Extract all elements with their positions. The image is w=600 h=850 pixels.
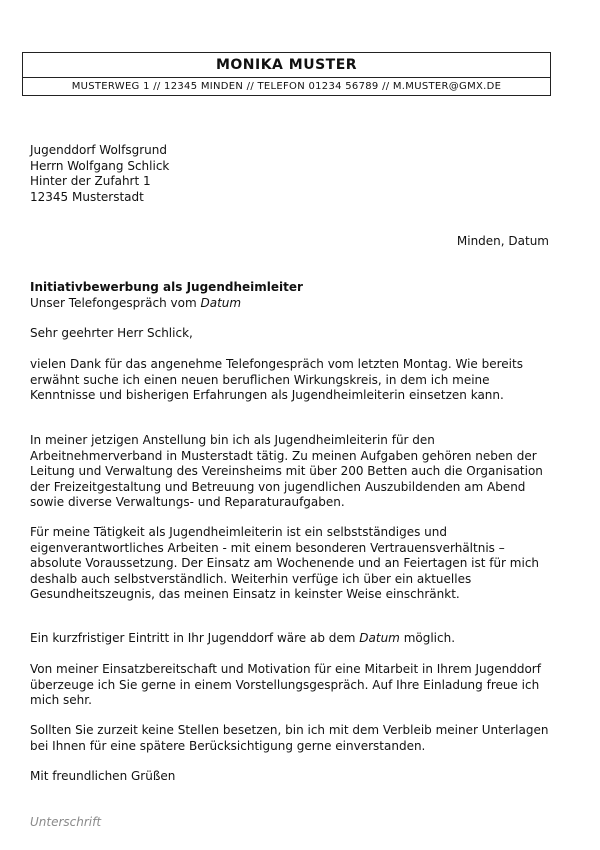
recipient-line: 12345 Musterstadt bbox=[30, 189, 144, 204]
sender-name: MONIKA MUSTER bbox=[23, 53, 550, 78]
body-paragraph-1: vielen Dank für das angenehme Telefongespräch vom letzten Montag. Wie bereits erwähnt suche ich einen neuen beruflichen Wirkungskreis, in dem ich meine Kenntnisse und bisherigen Erfahrungen als Jugendheimleiterin einsetzen kann. bbox=[30, 357, 523, 402]
start-text: Ein kurzfristiger Eintritt in Ihr Jugenddorf wäre ab dem bbox=[30, 631, 360, 645]
body-paragraph-4 bbox=[30, 631, 550, 647]
letterhead bbox=[22, 52, 551, 96]
body-paragraph-2: In meiner jetzigen Anstellung bin ich als Jugendheimleiterin für den Arbeitnehmerverband in Musterstadt tätig. Zu meinen Aufgaben gehören neben der Leitung und Verwaltung des Vereinsheims mit über 200 Betten auch die Organisation der Freizeitgestaltung und Betreuung von jugendlichen Auszubildenden am Abend sowie diverse Verwaltungs- und Reparaturaufgaben. bbox=[30, 433, 543, 509]
closing: Mit freundlichen Grüßen bbox=[30, 769, 176, 783]
start-text-end: möglich. bbox=[399, 631, 456, 645]
recipient-line: Herrn Wolfgang Schlick bbox=[30, 158, 170, 173]
subject-block bbox=[30, 280, 550, 311]
recipient-line: Hinter der Zufahrt 1 bbox=[30, 174, 151, 188]
signature-placeholder: Unterschrift bbox=[30, 815, 102, 829]
recipient-line: Jugenddorf Wolfsgrund bbox=[30, 143, 167, 157]
body-paragraph-3: Für meine Tätigkeit als Jugendheimleiterin ist ein selbstständiges und eigenverantwortliches Arbeiten - mit einem besonderen Vertrauensverhältnis – absolute Voraussetzung. Der Einsatz am Wochenende und an Feiertagen ist für mich deshalb auch selbstverständlich. Weiterhin verfüge ich über ein aktuelles Gesundheitszeugnis, das meinen Einsatz in keinster Weise einschränkt. bbox=[30, 525, 540, 601]
body-paragraph-6: Sollten Sie zurzeit keine Stellen besetzen, bin ich mit dem Verbleib meiner Unterlagen bei Ihnen für eine spätere Berücksichtigung gerne einverstanden. bbox=[30, 723, 549, 753]
subject-title: Initiativbewerbung als Jugendheimleiter bbox=[30, 280, 303, 294]
reference-text: Unser Telefongespräch vom bbox=[30, 295, 201, 310]
reference-date: Datum bbox=[200, 295, 242, 310]
subject-reference bbox=[30, 296, 550, 312]
letter-date: Minden, Datum bbox=[456, 234, 549, 248]
body-paragraph-5: Von meiner Einsatzbereitschaft und Motivation für eine Mitarbeit in Ihrem Jugenddorf überzeuge ich Sie gerne in einem Vorstellungsgespräch. Auf Ihre Einladung freue ich mich sehr. bbox=[30, 662, 541, 707]
recipient-address bbox=[30, 143, 550, 205]
sender-contact-line: MUSTERWEG 1 // 12345 MINDEN // TELEFON 01234 56789 // M.MUSTER@GMX.DE bbox=[71, 81, 502, 92]
start-date: Datum bbox=[359, 631, 400, 645]
salutation: Sehr geehrter Herr Schlick, bbox=[30, 326, 193, 340]
